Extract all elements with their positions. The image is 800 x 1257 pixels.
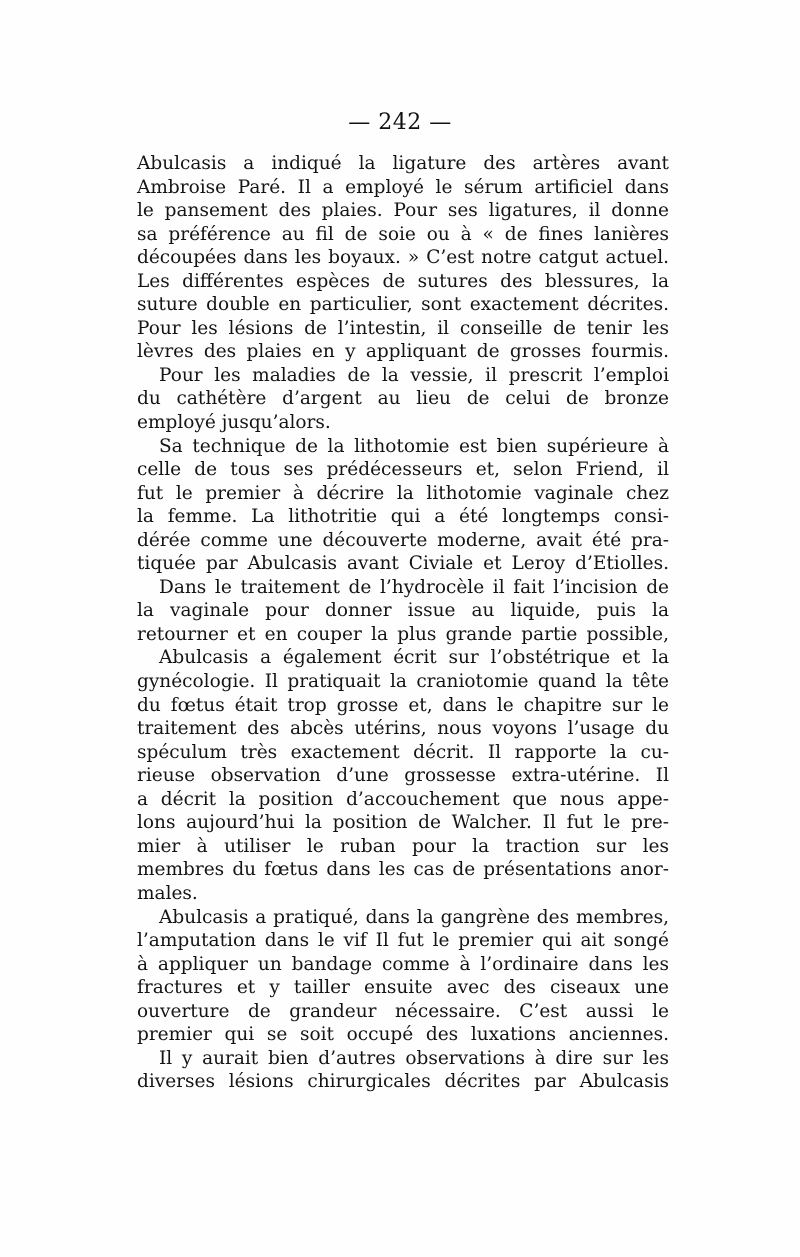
text-line: Il y aurait bien d’autres observations à dire sur les — [159, 1047, 669, 1069]
text-line: employé jusqu’alors. — [137, 412, 331, 434]
text-line: lèvres des plaies en y appliquant de grosses fourmis. — [137, 341, 669, 363]
text-line: Sa technique de la lithotomie est bien supérieure à — [159, 435, 669, 457]
text-line: Les différentes espèces de sutures des blessures, la — [137, 270, 669, 292]
text-line: fut le premier à décrire la lithotomie vaginale chez — [137, 482, 669, 504]
text-line: lons aujourd’hui la position de Walcher. Il fut le pre- — [137, 812, 669, 834]
text-line: celle de tous ses prédécesseurs et, selon Friend, il — [137, 459, 669, 481]
text-line: dérée comme une découverte moderne, avait été pra- — [137, 529, 669, 551]
text-line: sa préférence au fil de soie ou à « de fines lanières — [137, 223, 669, 245]
text-line: males. — [137, 882, 198, 904]
text-line: premier qui se soit occupé des luxations anciennes. — [137, 1024, 669, 1046]
text-line: Abulcasis a également écrit sur l’obstétrique et la — [159, 647, 669, 669]
text-line: la vaginale pour donner issue au liquide, puis la — [137, 600, 669, 622]
text-line: Ambroise Paré. Il a employé le sérum artificiel dans — [137, 176, 669, 198]
text-line: gynécologie. Il pratiquait la craniotomie quand la tête — [137, 671, 669, 693]
body-text — [137, 152, 669, 1094]
text-line: l’amputation dans le vif Il fut le premier qui ait songé — [137, 930, 669, 952]
text-line: Pour les maladies de la vessie, il prescrit l’emploi — [159, 364, 669, 386]
text-line: le pansement des plaies. Pour ses ligatures, il donne — [137, 200, 669, 222]
text-line: Pour les lésions de l’intestin, il conseille de tenir les — [137, 317, 669, 339]
text-line: fractures et y tailler ensuite avec des ciseaux une — [137, 977, 669, 999]
text-line: retourner et en couper la plus grande partie possible, — [137, 623, 669, 645]
page-number: — 242 — — [348, 110, 452, 135]
text-line: diverses lésions chirurgicales décrites par Abulcasis — [137, 1071, 669, 1093]
text-line: membres du fœtus dans les cas de présentations anor- — [137, 859, 669, 881]
text-line: rieuse observation d’une grossesse extra-utérine. Il — [137, 765, 669, 787]
text-line: Abulcasis a pratiqué, dans la gangrène des membres, — [159, 906, 669, 928]
text-line: Abulcasis a indiqué la ligature des artères avant — [137, 153, 669, 174]
text-line: tiquée par Abulcasis avant Civiale et Leroy d’Etiolles. — [137, 553, 669, 575]
text-line: spéculum très exactement décrit. Il rapporte la cu- — [137, 741, 669, 763]
text-line: du cathétère d’argent au lieu de celui de bronze — [137, 388, 669, 410]
text-line: ouverture de grandeur nécessaire. C’est aussi le — [137, 1000, 669, 1022]
text-line: découpées dans les boyaux. » C’est notre catgut actuel. — [137, 247, 669, 269]
text-line: traitement des abcès utérins, nous voyons l’usage du — [137, 718, 669, 740]
text-line: du fœtus était trop grosse et, dans le chapitre sur le — [137, 694, 669, 716]
text-line: Dans le traitement de l’hydrocèle il fait l’incision de — [159, 576, 669, 598]
text-line: mier à utiliser le ruban pour la traction sur les — [137, 835, 669, 857]
text-line: à appliquer un bandage comme à l’ordinaire dans les — [137, 953, 669, 975]
text-line: suture double en particulier, sont exactement décrites. — [137, 294, 669, 316]
text-line: la femme. La lithotritie qui a été longtemps consi- — [137, 506, 669, 528]
text-line: a décrit la position d’accouchement que nous appe- — [137, 788, 669, 810]
